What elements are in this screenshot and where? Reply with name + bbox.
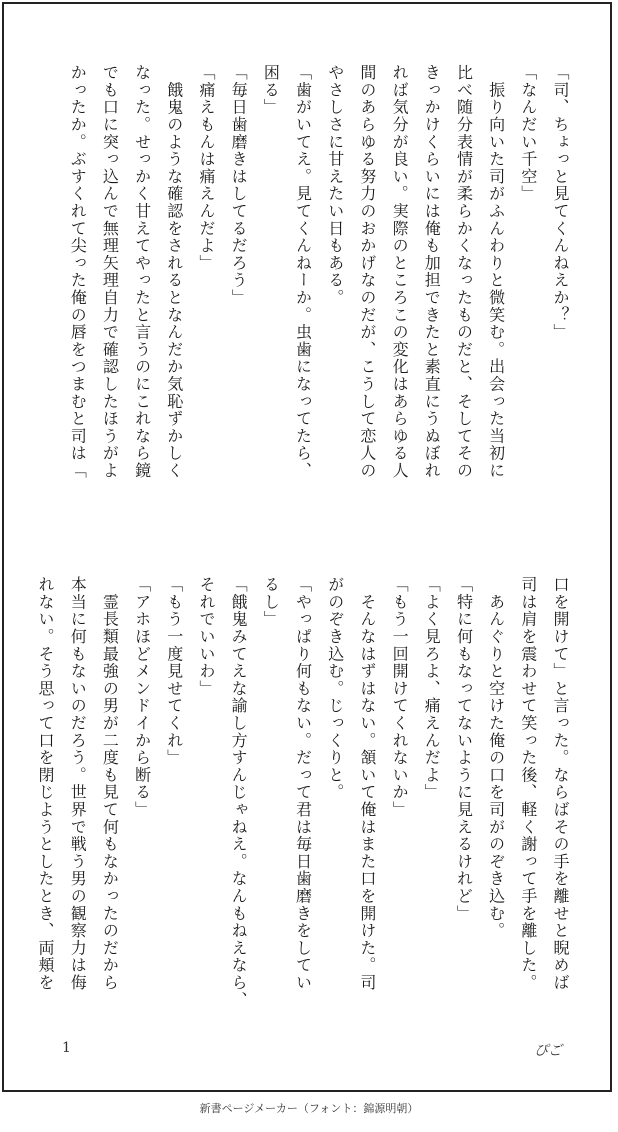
text-column: れない。そう思って口を閉じようとしたとき、両頬を (36, 576, 55, 992)
text-column: きっかけくらいには俺も加担できたと素直にうぬぼれ (422, 64, 442, 480)
text-column: 間のあらゆる努力のおかげなのだが、こうして恋人の (357, 64, 377, 480)
text-column: 「餓鬼みてえな諭し方すんじゃねえ。なんもねえなら、 (229, 576, 249, 1009)
text-block-top (63, 64, 574, 534)
text-column: 「なんだい千空」 (518, 64, 538, 203)
page-number: 1 (62, 1040, 71, 1056)
author-name: ぴご (534, 1043, 562, 1059)
text-column: がのぞき込む。じっくりと。 (325, 576, 345, 801)
text-column: かったか。ぶすくれて尖った俺の唇をつまむと司は「 (68, 64, 88, 480)
text-column: 困る」 (261, 64, 281, 116)
text-column: 「アホほどメンドイから断る」 (132, 576, 152, 819)
text-column: 比べ随分表情が柔らかくなったものだと、そしてその (454, 64, 474, 480)
text-column: 「痛えもんは痛えんだよ」 (196, 64, 216, 272)
text-column: あんぐりと空けた俺の口を司がのぞき込む。 (486, 576, 506, 940)
text-column: 餓鬼のような確認をされるとなんだか気恥ずかしく (164, 64, 184, 480)
text-column: そんなはずはない。頷いて俺はまた口を開けた。司 (357, 576, 377, 992)
text-column: 「歯がいてえ。見てくんねーか。虫歯になってたら、 (293, 64, 313, 480)
text-column: 「やっぱり何もない。だって君は毎日歯磨きをしてい (293, 576, 313, 992)
text-column: 「よく見ろよ、痛えんだよ」 (422, 576, 442, 801)
text-column: 口を開けて」と言った。ならばその手を離せと睨めば (551, 576, 570, 992)
text-column: 「司、ちょっと見てくんねえか？」 (551, 64, 570, 341)
page-frame (2, 2, 612, 1092)
text-column: 振り向いた司がふんわりと微笑む。出会った当初に (486, 64, 506, 480)
footer-caption: 新書ページメーカー（フォント：錦源明朝） (199, 1102, 419, 1115)
text-column: れば気分が良い。実際のところこの変化はあらゆる人 (390, 64, 410, 480)
text-column: 「もう一度見せてくれ」 (164, 576, 184, 767)
text-column: るし」 (261, 576, 281, 628)
text-column: でも口に突っ込んで無理矢理自力で確認したほうがよ (100, 64, 120, 480)
text-block-bottom (31, 576, 574, 1046)
text-column: 「特に何もなってないように見えるけれど」 (454, 576, 474, 922)
text-column: 司は肩を震わせて笑った後、軽く謝って手を離した。 (518, 576, 538, 992)
text-column: やさしさに甘えたい日もある。 (325, 64, 345, 307)
text-column: それでいいわ」 (196, 576, 216, 698)
text-column: 霊長類最強の男が二度も見て何もなかったのだから (100, 576, 120, 992)
text-column: なった。せっかく甘えてやったと言うのにこれなら鏡 (132, 64, 152, 480)
text-column: 「もう一回開けてくれないか」 (390, 576, 410, 819)
text-column: 本当に何もないのだろう。世界で戦う男の観察力は侮 (68, 576, 88, 992)
text-column: 「毎日歯磨きはしてるだろう」 (229, 64, 249, 307)
